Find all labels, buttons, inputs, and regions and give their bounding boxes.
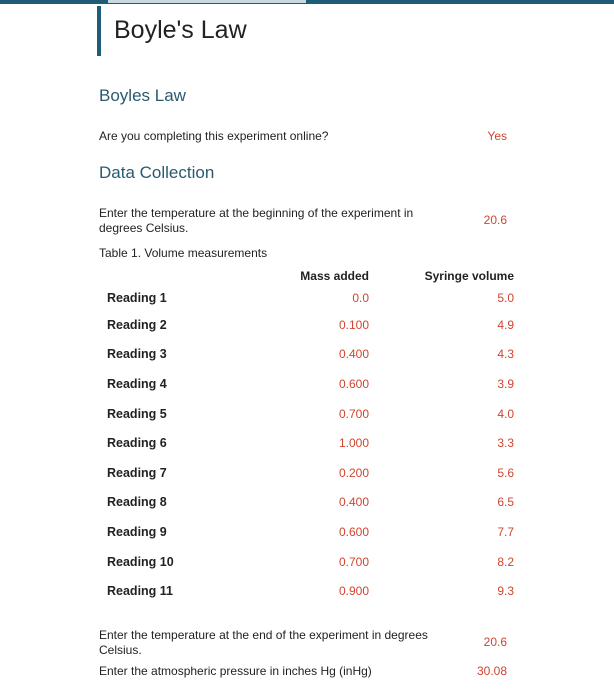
table-row [99,517,514,547]
volume-value[interactable]: 4.3 [497,347,514,362]
volume-value[interactable]: 7.7 [497,524,514,539]
mass-value[interactable]: 0.600 [338,376,369,391]
mass-value[interactable]: 0.0 [352,291,369,305]
page-title: Boyle's Law [114,16,247,44]
volume-value[interactable]: 8.2 [497,554,514,569]
volume-value[interactable]: 4.9 [497,317,514,332]
temp-start-answer[interactable]: 20.6 [483,213,507,227]
table-row [99,458,514,488]
table-row [99,576,514,606]
reading-label: Reading 10 [107,554,174,569]
volume-value[interactable]: 5.0 [497,291,514,305]
volume-value[interactable]: 6.5 [497,495,514,510]
table-header-row [99,266,514,286]
mass-value[interactable]: 0.100 [338,317,369,332]
table-row [99,399,514,429]
reading-label: Reading 4 [107,376,167,391]
table-row [99,340,514,370]
header-mass-added: Mass added [300,269,369,283]
temp-start-question: Enter the temperature at the beginning of the experiment in degrees Celsius. [99,206,414,235]
reading-label: Reading 2 [107,317,167,332]
pressure-answer[interactable]: 30.08 [476,664,507,678]
reading-label: Reading 5 [107,406,167,421]
online-answer[interactable]: Yes [487,129,507,143]
table-row [99,547,514,577]
volume-table [99,266,514,606]
reading-label: Reading 9 [107,524,167,539]
title-accent-bar [97,6,101,56]
mass-value[interactable]: 0.700 [338,554,369,569]
header-empty [99,266,219,286]
volume-value[interactable]: 9.3 [497,584,514,599]
volume-value[interactable]: 5.6 [497,465,514,480]
reading-label: Reading 1 [107,291,167,305]
table-row [99,369,514,399]
reading-label: Reading 11 [107,584,173,599]
table-row [99,310,514,340]
section-heading-data-collection: Data Collection [99,163,215,182]
mass-value[interactable]: 0.900 [338,584,369,599]
volume-value[interactable]: 3.3 [497,436,514,451]
mass-value[interactable]: 0.600 [338,524,369,539]
pressure-question: Enter the atmospheric pressure in inches Hg (inHg) [99,664,372,678]
reading-label: Reading 6 [107,436,167,451]
active-tab-indicator [108,0,306,3]
reading-label: Reading 3 [107,347,167,362]
table-row [99,428,514,458]
mass-value[interactable]: 0.400 [338,347,369,362]
volume-value[interactable]: 3.9 [497,376,514,391]
top-strip [0,0,614,4]
section-heading-boyles-law: Boyles Law [99,86,186,105]
reading-label: Reading 8 [107,495,167,510]
temp-end-answer[interactable]: 20.6 [483,635,507,649]
online-question: Are you completing this experiment online? [99,129,329,143]
table-row [99,488,514,518]
header-syringe-volume: Syringe volume [424,269,514,283]
table-caption: Table 1. Volume measurements [99,246,268,260]
mass-value[interactable]: 1.000 [338,436,369,451]
reading-label: Reading 7 [107,465,167,480]
temp-end-question: Enter the temperature at the end of the experiment in degrees Celsius. [99,628,428,657]
volume-value[interactable]: 4.0 [497,406,514,421]
mass-value[interactable]: 0.200 [338,465,369,480]
mass-value[interactable]: 0.400 [338,495,369,510]
table-row [99,286,514,310]
mass-value[interactable]: 0.700 [338,406,369,421]
